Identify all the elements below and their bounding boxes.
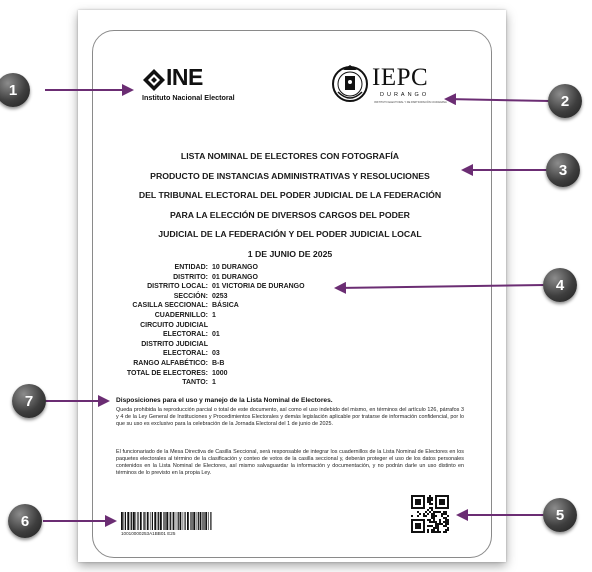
info-value: 03 (212, 350, 220, 358)
title-line: PRODUCTO DE INSTANCIAS ADMINISTRATIVAS Y RESOLUCIONES (150, 170, 430, 181)
info-value: BÁSICA (212, 302, 239, 310)
ine-subtitle: Instituto Nacional Electoral (142, 93, 235, 102)
callout-badge-4: 4 (543, 268, 577, 302)
info-value: 01 VICTORIA DE DURANGO (212, 283, 305, 291)
callout-badge-3: 3 (546, 153, 580, 187)
info-label: ELECTORAL: (163, 331, 208, 339)
title-line: PARA LA ELECCIÓN DE DIVERSOS CARGOS DEL PODER (170, 209, 410, 220)
info-value: 10 DURANGO (212, 264, 258, 271)
callout-badge-7: 7 (12, 384, 46, 418)
callout-badge-6: 6 (8, 504, 42, 538)
info-value: 1 (212, 311, 216, 319)
info-label: CUADERNILLO: (154, 311, 208, 319)
info-label: CIRCUITO JUDICIAL (140, 321, 208, 329)
info-value: 0253 (212, 292, 228, 300)
ine-wordmark: INE (166, 64, 203, 90)
info-label: CASILLA SECCIONAL: (132, 302, 208, 310)
info-label: DISTRITO LOCAL: (147, 283, 208, 291)
info-label: DISTRITO: (173, 273, 208, 281)
callout-arrow-2 (446, 99, 550, 101)
info-label: ENTIDAD: (174, 264, 208, 271)
disposiciones-paragraph-2: El funcionariado de la Mesa Directiva de Casilla Seccional, será responsable de integrar los cuadernillos de la Lista Nominal de Electores en los paquetes electorales al término de la clasificación y conteo de votos de la casilla seccional y, deberán proteger el uso de los datos personales contenidos en la Lista Nominal de Electores, así mismo salvaguardar la información y documentación, y no podrán darle un uso distinto en términos de lo previsto en la propia Ley. (116, 449, 464, 476)
iepc-tagline: INSTITUTO ELECTORAL Y DE PARTICIPACIÓN CIUDADANA (374, 101, 447, 104)
title-line: JUDICIAL DE LA FEDERACIÓN Y DEL PODER JUDICIAL LOCAL (158, 229, 422, 239)
barcode-number: 10010000253A1BB01 E25 (121, 531, 176, 536)
callout-arrow-4 (336, 285, 545, 288)
info-value: 1000 (212, 369, 228, 377)
info-value: 01 (212, 331, 220, 339)
info-label: RANGO ALFABÉTICO: (133, 359, 208, 367)
callout-badge-5: 5 (543, 498, 577, 532)
iepc-wordmark: IEPC (372, 64, 429, 91)
info-label: TANTO: (182, 379, 208, 387)
info-label: SECCIÓN: (173, 292, 208, 300)
info-label: TOTAL DE ELECTORES: (126, 369, 208, 377)
info-label: ELECTORAL: (163, 350, 208, 358)
info-value: 1 (212, 379, 216, 387)
callout-badge-2: 2 (548, 84, 582, 118)
disposiciones-heading: Disposiciones para el uso y manejo de la Lista Nominal de Electores. (116, 397, 333, 404)
title-line: LISTA NOMINAL DE ELECTORES CON FOTOGRAFÍA (180, 151, 400, 161)
info-value: 01 DURANGO (212, 273, 258, 281)
info-label: DISTRITO JUDICIAL (141, 340, 208, 348)
disposiciones-paragraph-1: Queda prohibida la reproducción parcial o total de este documento, así como el uso indebido del mismo, en términos del artículo 126, párrafos 3 y 4 de la Ley General de Instituciones y Procedimientos Electorales y demás legislación aplicable por tratarse de información confidencial, por lo que su uso es exclusivo para la celebración de la Jornada Electoral del 1 de junio de 2025. (116, 407, 464, 427)
callout-badge-1: 1 (0, 73, 30, 107)
title-line: DEL TRIBUNAL ELECTORAL DEL PODER JUDICIAL DE LA FEDERACIÓN (138, 190, 442, 200)
iepc-subtitle: DURANGO (380, 92, 430, 98)
title-line: 1 DE JUNIO DE 2025 (247, 248, 333, 259)
info-value: B-B (212, 359, 225, 367)
